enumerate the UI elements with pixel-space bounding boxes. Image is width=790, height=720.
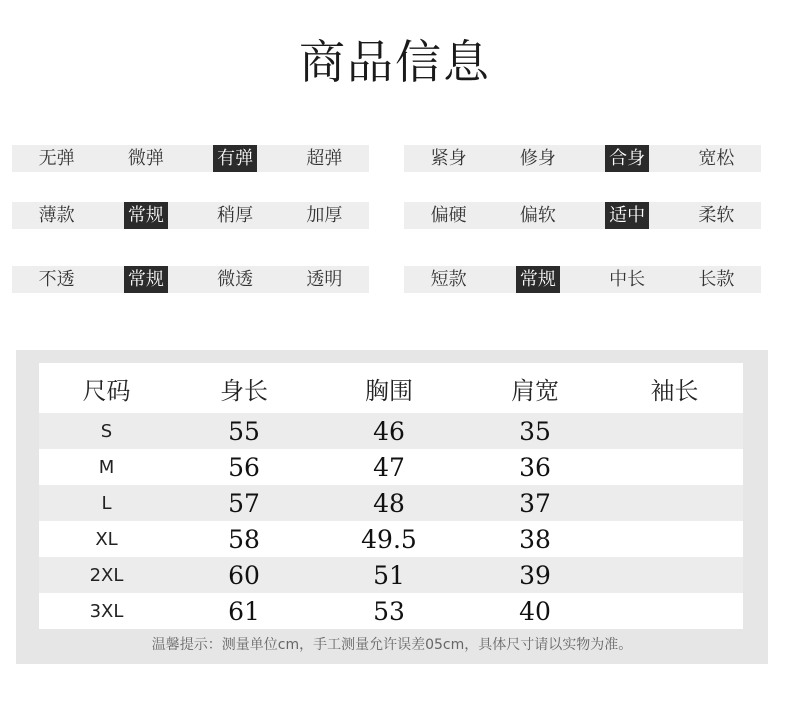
cell-length: 61: [228, 596, 260, 626]
cell-length: 56: [228, 452, 260, 482]
table-row: [39, 557, 743, 593]
table-row: [39, 521, 743, 557]
cell-length: 60: [228, 560, 260, 590]
attr-option: 柔软: [698, 205, 735, 226]
attr-row-length: [404, 266, 761, 293]
attr-option: 修身: [519, 148, 556, 169]
cell-shoulder: 37: [519, 488, 551, 518]
attr-option-selected: 常规: [493, 266, 582, 293]
attr-option: 中长: [609, 269, 646, 290]
measurement-note: 温馨提示：测量单位cm，手工测量允许误差05cm，具体尺寸请以实物为准。: [151, 637, 633, 653]
table-row: [39, 449, 743, 485]
attr-option-selected: 常规: [101, 266, 190, 293]
attr-option: 偏软: [519, 205, 556, 226]
attr-option: 无弹: [38, 148, 75, 169]
cell-size: 3XL: [89, 600, 124, 622]
cell-chest: 51: [373, 560, 405, 590]
cell-shoulder: 35: [519, 416, 551, 446]
cell-chest: 48: [373, 488, 405, 518]
size-table-panel: [16, 350, 768, 664]
attr-option: 薄款: [38, 205, 75, 226]
attr-option: 短款: [430, 269, 467, 290]
header-shoulder: 肩宽: [511, 376, 559, 405]
attr-option: 不透: [38, 269, 75, 290]
attr-option-selected: 合身: [583, 145, 672, 172]
attr-option: 微弹: [127, 148, 164, 169]
cell-shoulder: 39: [519, 560, 551, 590]
attr-option: 稍厚: [217, 205, 254, 226]
cell-shoulder: 36: [519, 452, 551, 482]
cell-length: 58: [228, 524, 260, 554]
header-length: 身长: [220, 376, 268, 405]
attr-row-elasticity: [12, 145, 369, 172]
attr-option: 偏硬: [430, 205, 467, 226]
attr-option-selected: 适中: [583, 202, 672, 229]
cell-shoulder: 40: [519, 596, 551, 626]
table-row: [39, 413, 743, 449]
cell-chest: 53: [373, 596, 405, 626]
attr-option: 紧身: [430, 148, 467, 169]
attr-option: 透明: [306, 269, 343, 290]
table-header-row: [39, 363, 743, 413]
header-sleeve: 袖长: [650, 376, 699, 405]
attr-option: 超弹: [306, 148, 343, 169]
cell-size: 2XL: [89, 564, 124, 586]
cell-size: M: [98, 456, 115, 478]
cell-chest: 46: [373, 416, 405, 446]
cell-size: L: [101, 492, 112, 514]
attr-option: 微透: [217, 269, 254, 290]
table-row: [39, 485, 743, 521]
attr-option: 长款: [698, 269, 735, 290]
cell-chest: 49.5: [361, 524, 417, 554]
attr-row-transparency: [12, 266, 369, 293]
size-table: [39, 363, 743, 629]
attr-option-selected: 有弹: [191, 145, 280, 172]
table-row: [39, 593, 743, 629]
page-title: 商品信息: [299, 35, 491, 89]
cell-shoulder: 38: [519, 524, 551, 554]
attr-option: 宽松: [698, 148, 735, 169]
cell-size: XL: [95, 528, 118, 550]
header-chest: 胸围: [365, 376, 413, 405]
attr-row-softness: [404, 202, 761, 229]
attr-option: 加厚: [306, 205, 343, 226]
cell-size: S: [100, 420, 113, 442]
attr-row-thickness: [12, 202, 369, 229]
header-size: 尺码: [82, 376, 131, 405]
cell-length: 55: [228, 416, 260, 446]
attr-row-fit: [404, 145, 761, 172]
cell-length: 57: [228, 488, 260, 518]
attr-option-selected: 常规: [101, 202, 190, 229]
cell-chest: 47: [373, 452, 405, 482]
